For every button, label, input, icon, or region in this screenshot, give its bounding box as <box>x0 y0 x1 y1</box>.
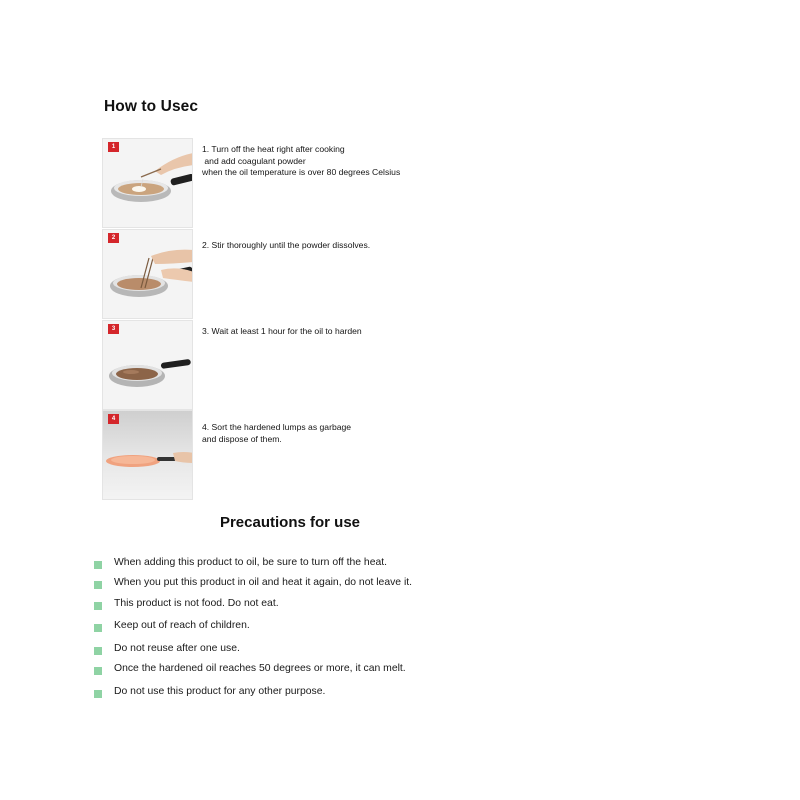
precaution-text: When adding this product to oil, be sure to turn off the heat. <box>114 557 388 568</box>
step-2-badge: 2 <box>108 233 119 243</box>
square-bullet-icon <box>94 624 102 632</box>
precaution-text: Once the hardened oil reaches 50 degrees or more, it can melt. <box>114 663 406 674</box>
step-2-image <box>102 229 193 319</box>
pan-stirring-illustration <box>103 230 193 319</box>
precaution-text: When you put this product in oil and heat it again, do not leave it. <box>114 577 413 588</box>
square-bullet-icon <box>94 690 102 698</box>
step-1-badge: 1 <box>108 142 119 152</box>
step-2-text: 2. Stir thoroughly until the powder dissolves. <box>202 240 371 250</box>
square-bullet-icon <box>94 667 102 675</box>
step-4-image <box>102 410 193 500</box>
step-3-text: 3. Wait at least 1 hour for the oil to harden <box>202 326 362 336</box>
square-bullet-icon <box>94 561 102 569</box>
precaution-text: Keep out of reach of children. <box>114 620 250 631</box>
hardened-oil-disposal-illustration <box>103 411 193 500</box>
step-3-image <box>102 320 193 410</box>
step-4-badge: 4 <box>108 414 119 424</box>
pan-adding-powder-illustration <box>103 139 193 228</box>
step-1-text: 1. Turn off the heat right after cooking and add coagulant powder when the oil temperature is over 80 degrees Celsius <box>202 144 401 177</box>
precautions-title: Precautions for use <box>219 514 361 531</box>
step-3-badge: 3 <box>108 324 119 334</box>
precaution-text: Do not use this product for any other purpose. <box>114 686 326 697</box>
square-bullet-icon <box>94 602 102 610</box>
page-title: How to Usec <box>104 98 199 115</box>
step-4-text: 4. Sort the hardened lumps as garbage and dispose of them. <box>202 422 352 444</box>
precaution-text: Do not reuse after one use. <box>114 643 240 654</box>
precaution-text: This product is not food. Do not eat. <box>114 598 279 609</box>
square-bullet-icon <box>94 647 102 655</box>
pan-resting-illustration <box>103 321 193 410</box>
square-bullet-icon <box>94 581 102 589</box>
step-1-image <box>102 138 193 228</box>
